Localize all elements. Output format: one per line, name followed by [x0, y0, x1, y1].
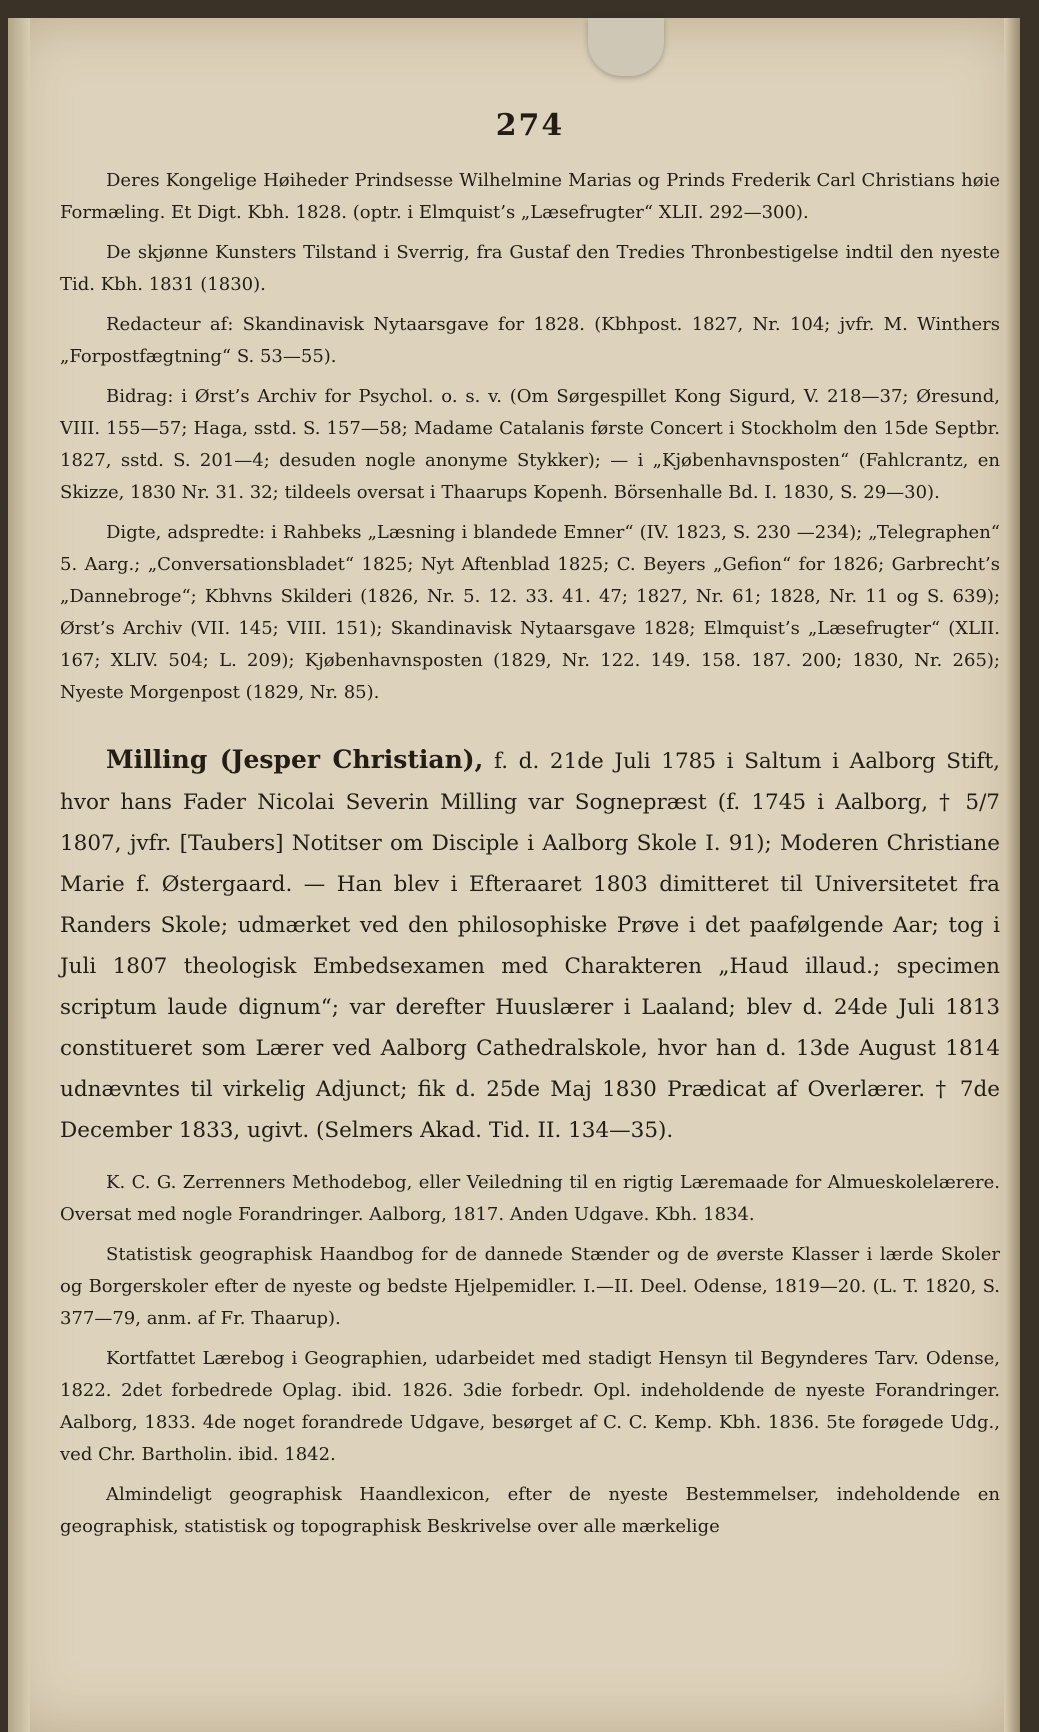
page-gutter-shadow: [8, 18, 30, 1732]
bibliography-entry: Digte, adspredte: i Rahbeks „Læsning i blandede Emner“ (IV. 1823, S. 230 —234); „Telegraphen“ 5. Aarg.; „Conversationsbladet“ 1825; Nyt Aftenblad 1825; C. Beyers „Gefion“ for 1826; Garbrecht’s „Dannebroge“; Kbhvns Skilderi (1826, Nr. 5. 12. 33. 41. 47; 1827, Nr. 61; 1828, Nr. 11 og S. 639); Ørst’s Archiv (VII. 145; VIII. 151); Skandinavisk Nytaarsgave 1828; Elmquist’s „Læsefrugter“ (XLII. 167; XLIV. 504; L. 209); Kjøbenhavnsposten (1829, Nr. 122. 149. 158. 187. 200; 1830, Nr. 265); Nyeste Morgenpost (1829, Nr. 85).: [60, 522, 1000, 703]
bibliography-top: [60, 165, 1000, 709]
bibliography-entry: Kortfattet Lærebog i Geographien, udarbeidet med stadigt Hensyn til Begynderes Tarv. Odense, 1822. 2det forbedrede Oplag. ibid. 1826. 3die forbedr. Opl. indeholdende de nyeste Forandringer. Aalborg, 1833. 4de noget forandrede Udgave, besørget af C. C. Kemp. Kbh. 1836. 5te forøgede Udg., ved Chr. Bartholin. ibid. 1842.: [60, 1348, 1000, 1465]
bibliography-bottom: [60, 1167, 1000, 1543]
bibliography-entry: Almindeligt geographisk Haandlexicon, efter de nyeste Bestemmelser, indeholdende en geographisk, statistisk og topographisk Beskrivelse over alle mærkelige: [60, 1484, 1000, 1537]
biography-entry: [60, 739, 1000, 1151]
book-page: [8, 18, 1020, 1732]
page-edge-shadow: [1004, 18, 1020, 1732]
page-number: 274: [495, 108, 565, 143]
entry-body: f. d. 21de Juli 1785 i Saltum i Aalborg Stift, hvor hans Fader Nicolai Severin Milling var Sognepræst (f. 1745 i Aalborg, † 5/7 1807, jvfr. [Taubers] Notitser om Disciple i Aalborg Skole I. 91); Moderen Christiane Marie f. Østergaard. — Han blev i Efteraaret 1803 dimitteret til Universitetet fra Randers Skole; udmærket ved den philosophiske Prøve i det paafølgende Aar; tog i Juli 1807 theologisk Embedsexamen med Charakteren „Haud illaud.; specimen scriptum laude dignum“; var derefter Huuslærer i Laaland; blev d. 24de Juli 1813 constitueret som Lærer ved Aalborg Cathedralskole, hvor han d. 13de August 1814 udnævntes til virkelig Adjunct; fik d. 25de Maj 1830 Prædicat af Overlærer. † 7de December 1833, ugivt. (Selmers Akad. Tid. II. 134—35).: [60, 749, 1000, 1143]
page-text: [60, 108, 1000, 1551]
bibliography-entry: Bidrag: i Ørst’s Archiv for Psychol. o. s. v. (Om Sørgespillet Kong Sigurd, V. 218—37; Øresund, VIII. 155—57; Haga, sstd. S. 157—58; Madame Catalanis første Concert i Stockholm den 15de Septbr. 1827, sstd. S. 201—4; desuden nogle anonyme Stykker); — i „Kjøbenhavnsposten“ (Fahlcrantz, en Skizze, 1830 Nr. 31. 32; tildeels oversat i Thaarups Kopenh. Börsenhalle Bd. I. 1830, S. 29—30).: [60, 386, 1000, 503]
bibliography-entry: Deres Kongelige Høiheder Prindsesse Wilhelmine Marias og Prinds Frederik Carl Christians høie Formæling. Et Digt. Kbh. 1828. (optr. i Elmquist’s „Læsefrugter“ XLII. 292—300).: [60, 170, 1000, 223]
bibliography-entry: De skjønne Kunsters Tilstand i Sverrig, fra Gustaf den Tredies Thronbestigelse indtil den nyeste Tid. Kbh. 1831 (1830).: [60, 242, 1000, 295]
entry-headword: Milling (Jesper Christian),: [106, 745, 484, 774]
page-clip: [588, 18, 664, 76]
bibliography-entry: K. C. G. Zerrenners Methodebog, eller Veiledning til en rigtig Læremaade for Almueskolelærere. Oversat med nogle Forandringer. Aalborg, 1817. Anden Udgave. Kbh. 1834.: [60, 1172, 1000, 1225]
bibliography-entry: Statistisk geographisk Haandbog for de dannede Stænder og de øverste Klasser i lærde Skoler og Borgerskoler efter de nyeste og bedste Hjelpemidler. I.—II. Deel. Odense, 1819—20. (L. T. 1820, S. 377—79, anm. af Fr. Thaarup).: [60, 1244, 1000, 1329]
bibliography-entry: Redacteur af: Skandinavisk Nytaarsgave for 1828. (Kbhpost. 1827, Nr. 104; jvfr. M. Winthers „Forpostfægtning“ S. 53—55).: [60, 314, 1000, 367]
